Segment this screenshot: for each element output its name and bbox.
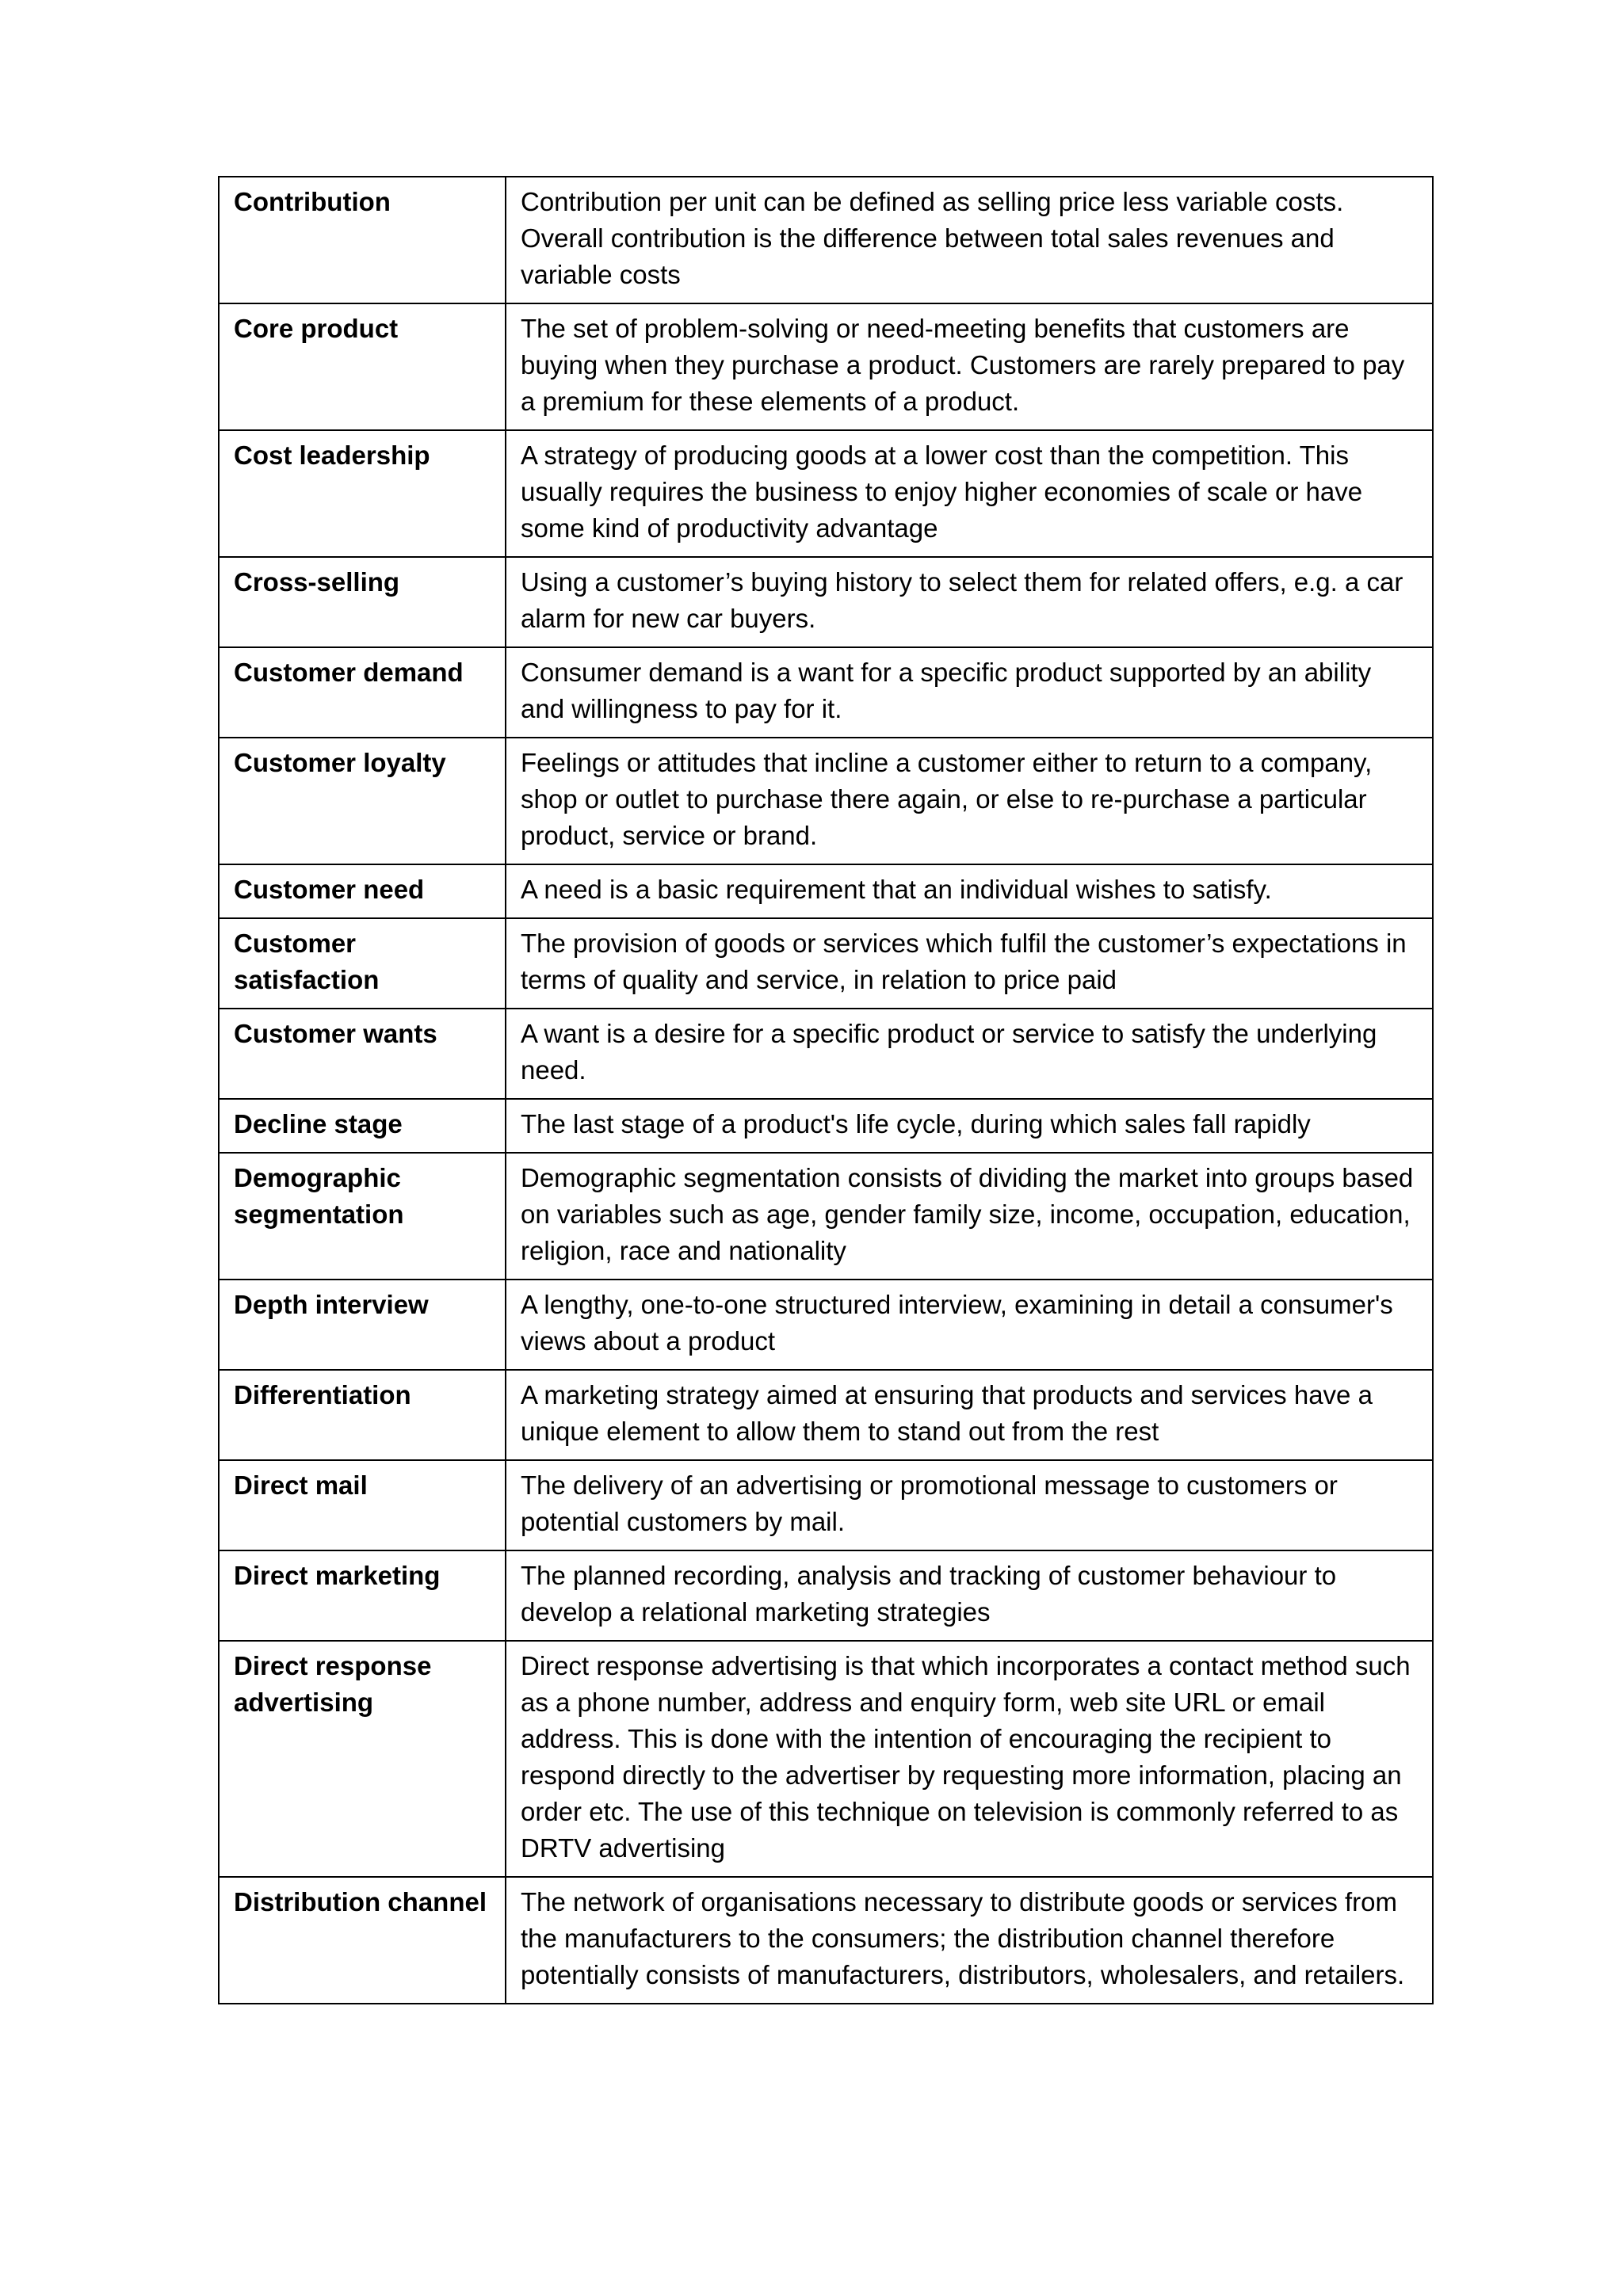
table-row (219, 177, 1433, 303)
table-row (219, 1370, 1433, 1460)
term-cell: Direct mail (219, 1460, 506, 1550)
table-row (219, 430, 1433, 557)
definition-cell: A want is a desire for a specific product or service to satisfy the underlying need. (506, 1009, 1433, 1099)
table-row (219, 303, 1433, 430)
term-cell: Customer demand (219, 647, 506, 738)
table-row (219, 1153, 1433, 1280)
definition-cell: The set of problem-solving or need-meeting benefits that customers are buying when they purchase a product. Customers are rarely prepared to pay a premium for these elements of a product. (506, 303, 1433, 430)
definition-cell: Using a customer’s buying history to select them for related offers, e.g. a car alarm for new car buyers. (506, 557, 1433, 647)
definition-cell: A lengthy, one-to-one structured interview, examining in detail a consumer's views about a product (506, 1280, 1433, 1370)
definition-cell: A marketing strategy aimed at ensuring that products and services have a unique element to allow them to stand out from the rest (506, 1370, 1433, 1460)
term-cell: Customer satisfaction (219, 918, 506, 1009)
table-row (219, 647, 1433, 738)
definition-cell: The network of organisations necessary to distribute goods or services from the manufacturers to the consumers; the distribution channel therefore potentially consists of manufacturers, distributors, wholesalers, and retailers. (506, 1877, 1433, 2004)
table-row (219, 1877, 1433, 2004)
term-cell: Depth interview (219, 1280, 506, 1370)
term-cell: Contribution (219, 177, 506, 303)
term-cell: Direct marketing (219, 1550, 506, 1641)
definition-cell: The planned recording, analysis and tracking of customer behaviour to develop a relational marketing strategies (506, 1550, 1433, 1641)
term-cell: Direct response advertising (219, 1641, 506, 1877)
definition-cell: Direct response advertising is that which incorporates a contact method such as a phone number, address and enquiry form, web site URL or email address. This is done with the intention of encouraging the recipient to respond directly to the advertiser by requesting more information, placing an order etc. The use of this technique on television is commonly referred to as DRTV advertising (506, 1641, 1433, 1877)
definition-cell: A need is a basic requirement that an individual wishes to satisfy. (506, 864, 1433, 918)
table-row (219, 1280, 1433, 1370)
definition-cell: The delivery of an advertising or promotional message to customers or potential customers by mail. (506, 1460, 1433, 1550)
term-cell: Core product (219, 303, 506, 430)
term-cell: Customer wants (219, 1009, 506, 1099)
term-cell: Cost leadership (219, 430, 506, 557)
table-row (219, 1550, 1433, 1641)
definition-cell: Feelings or attitudes that incline a customer either to return to a company, shop or outlet to purchase there again, or else to re-purchase a particular product, service or brand. (506, 738, 1433, 864)
definition-cell: Contribution per unit can be defined as selling price less variable costs. Overall contribution is the difference between total sales revenues and variable costs (506, 177, 1433, 303)
table-row (219, 1099, 1433, 1153)
definition-cell: Demographic segmentation consists of dividing the market into groups based on variables such as age, gender family size, income, occupation, education, religion, race and nationality (506, 1153, 1433, 1280)
table-row (219, 1009, 1433, 1099)
definition-cell: The provision of goods or services which fulfil the customer’s expectations in terms of quality and service, in relation to price paid (506, 918, 1433, 1009)
definition-cell: The last stage of a product's life cycle, during which sales fall rapidly (506, 1099, 1433, 1153)
table-row (219, 864, 1433, 918)
table-row (219, 738, 1433, 864)
term-cell: Differentiation (219, 1370, 506, 1460)
term-cell: Customer loyalty (219, 738, 506, 864)
definition-cell: A strategy of producing goods at a lower cost than the competition. This usually requires the business to enjoy higher economies of scale or have some kind of productivity advantage (506, 430, 1433, 557)
term-cell: Decline stage (219, 1099, 506, 1153)
table-row (219, 918, 1433, 1009)
term-cell: Customer need (219, 864, 506, 918)
glossary-table (218, 176, 1434, 2004)
definition-cell: Consumer demand is a want for a specific product supported by an ability and willingness to pay for it. (506, 647, 1433, 738)
table-row (219, 557, 1433, 647)
table-row (219, 1460, 1433, 1550)
term-cell: Demographic segmentation (219, 1153, 506, 1280)
table-row (219, 1641, 1433, 1877)
term-cell: Distribution channel (219, 1877, 506, 2004)
term-cell: Cross-selling (219, 557, 506, 647)
